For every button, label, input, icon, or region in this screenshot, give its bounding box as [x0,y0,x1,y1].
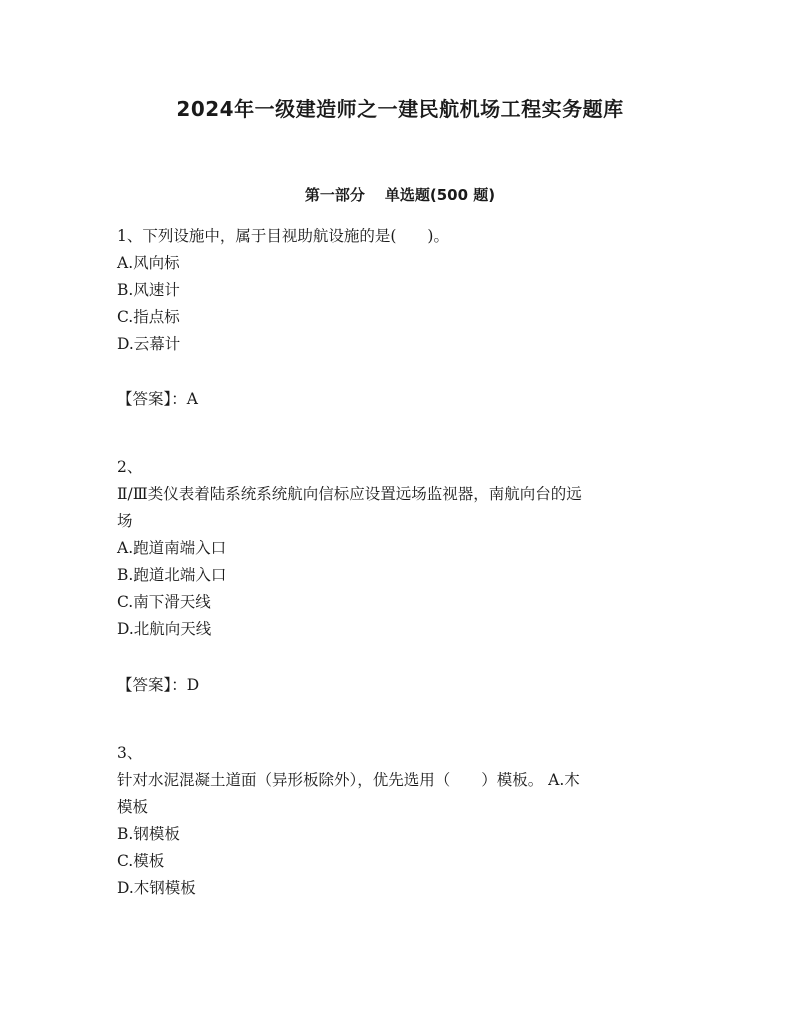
question-2-option-b: B.跑道北端入口 [117,566,227,584]
question-3-number: 3、 [117,744,143,762]
document-title: 2024年一级建造师之一建民航机场工程实务题库 [176,97,624,121]
question-3-stem-line-2: 模板 [117,798,149,816]
question-1-answer: 【答案】：A [117,390,198,408]
question-3-option-d: D.木钢模板 [117,879,196,897]
question-1-option-d: D.云幕计 [117,335,181,353]
question-2-stem-line-2: 场 [117,512,133,530]
question-2-option-d: D.北航向天线 [117,620,212,638]
question-2-stem-line-1: Ⅱ/Ⅲ类仪表着陆系统系统航向信标应设置远场监视器，南航向台的远 [117,485,582,503]
question-1-option-a: A.风向标 [117,254,180,272]
question-3-option-c: C.模板 [117,852,165,870]
section-heading [0,183,800,207]
question-1-option-c: C.指点标 [117,308,180,326]
section-part: 第一部分 [304,186,365,204]
section-name: 单选题(500 题) [384,186,496,204]
question-2-answer: 【答案】：D [117,676,200,694]
question-2-option-c: C.南下滑天线 [117,593,211,611]
question-3-stem-line-1: 针对水泥混凝土道面（异形板除外），优先选用（ ）模板。 A.木 [117,771,580,789]
question-2-number: 2、 [117,458,143,476]
question-2-option-a: A.跑道南端入口 [117,539,227,557]
question-3-option-b: B.钢模板 [117,825,180,843]
question-1-option-b: B.风速计 [117,281,180,299]
question-1-stem: 1、下列设施中，属于目视助航设施的是( )。 [117,227,449,245]
